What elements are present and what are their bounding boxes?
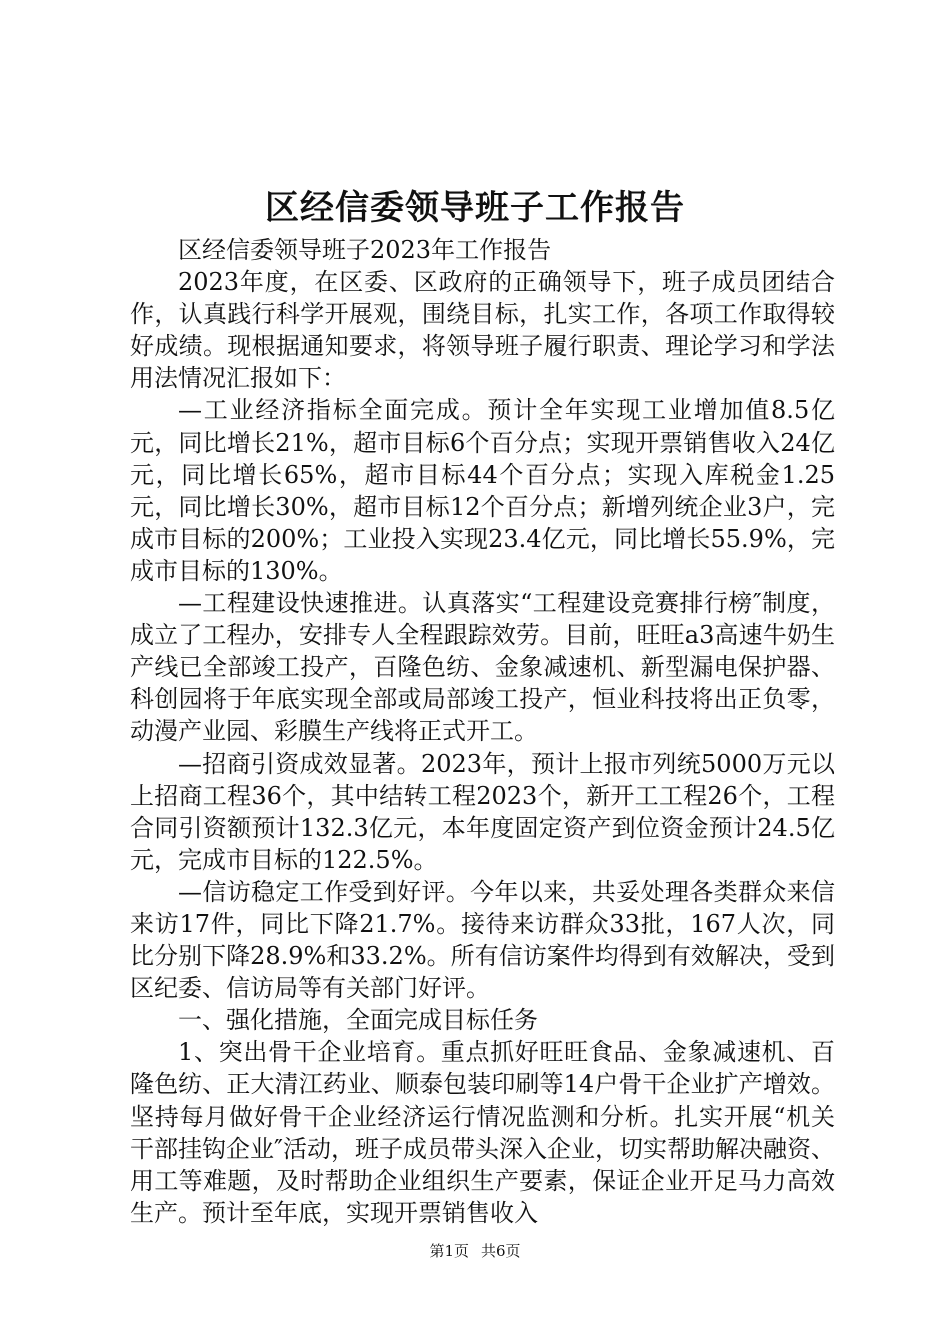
paragraph-project-construction: —工程建设快速推进。认真落实“工程建设竞赛排行榜″制度，成立了工程办，安排专人全程跟踪效劳。目前，旺旺a3高速牛奶生产线已全部竣工投产，百隆色纺、金象减速机、新型漏电保护器、科创园将于年底实现全部或局部竣工投产，恒业科技将出正负零，动漫产业园、彩膜生产线将正式开工。 — [130, 589, 835, 746]
section-heading-1: 一、强化措施，全面完成目标任务 — [178, 1006, 538, 1035]
paragraph-key-enterprises: 1、突出骨干企业培育。重点抓好旺旺食品、金象减速机、百隆色纺、正大清江药业、顺泰包装印刷等14户骨干企业扩产增效。坚持每月做好骨干企业经济运行情况监测和分析。扎实开展“机关干部挂钩企业″活动，班子成员带头深入企业，切实帮助解决融资、用工等难题，及时帮助企业组织生产要素，保证企业开足马力高效生产。预计至年底，实现开票销售收入 — [130, 1038, 835, 1227]
paragraph-investment: —招商引资成效显著。2023年，预计上报市列统5000万元以上招商工程36个，其中结转工程2023个，新开工工程26个，工程合同引资额预计132.3亿元，本年度固定资产到位资金预计24.5亿元，完成市目标的122.5%。 — [130, 749, 835, 874]
paragraph-intro: 2023年度，在区委、区政府的正确领导下，班子成员团结合作，认真践行科学开展观，围绕目标，扎实工作，各项工作取得较好成绩。现根据通知要求，将领导班子履行职责、理论学习和学法用法情况汇报如下： — [130, 268, 835, 393]
page-total: 共6页 — [481, 1242, 521, 1260]
page-number: 第1页 — [429, 1242, 469, 1260]
document-title: 区经信委领导班子工作报告 — [265, 188, 685, 228]
paragraph-subtitle: 区经信委领导班子2023年工作报告 — [178, 236, 552, 264]
document-body — [130, 234, 835, 1229]
paragraph-industrial-economy: —工业经济指标全面完成。预计全年实现工业增加值8.5亿元，同比增长21%，超市目标6个百分点；实现开票销售收入24亿元，同比增长65%，超市目标44个百分点；实现入库税金1.25元，同比增长30%，超市目标12个百分点；新增列统企业3户，完成市目标的200%；工业投入实现23.4亿元，同比增长55.9%，完成市目标的130%。 — [130, 396, 835, 585]
paragraph-petition-stability: —信访稳定工作受到好评。今年以来，共妥处理各类群众来信来访17件，同比下降21.7%。接待来访群众33批，167人次，同比分别下降28.9%和33.2%。所有信访案件均得到有效解决，受到区纪委、信访局等有关部门好评。 — [130, 877, 835, 1003]
page-footer — [0, 1240, 950, 1262]
